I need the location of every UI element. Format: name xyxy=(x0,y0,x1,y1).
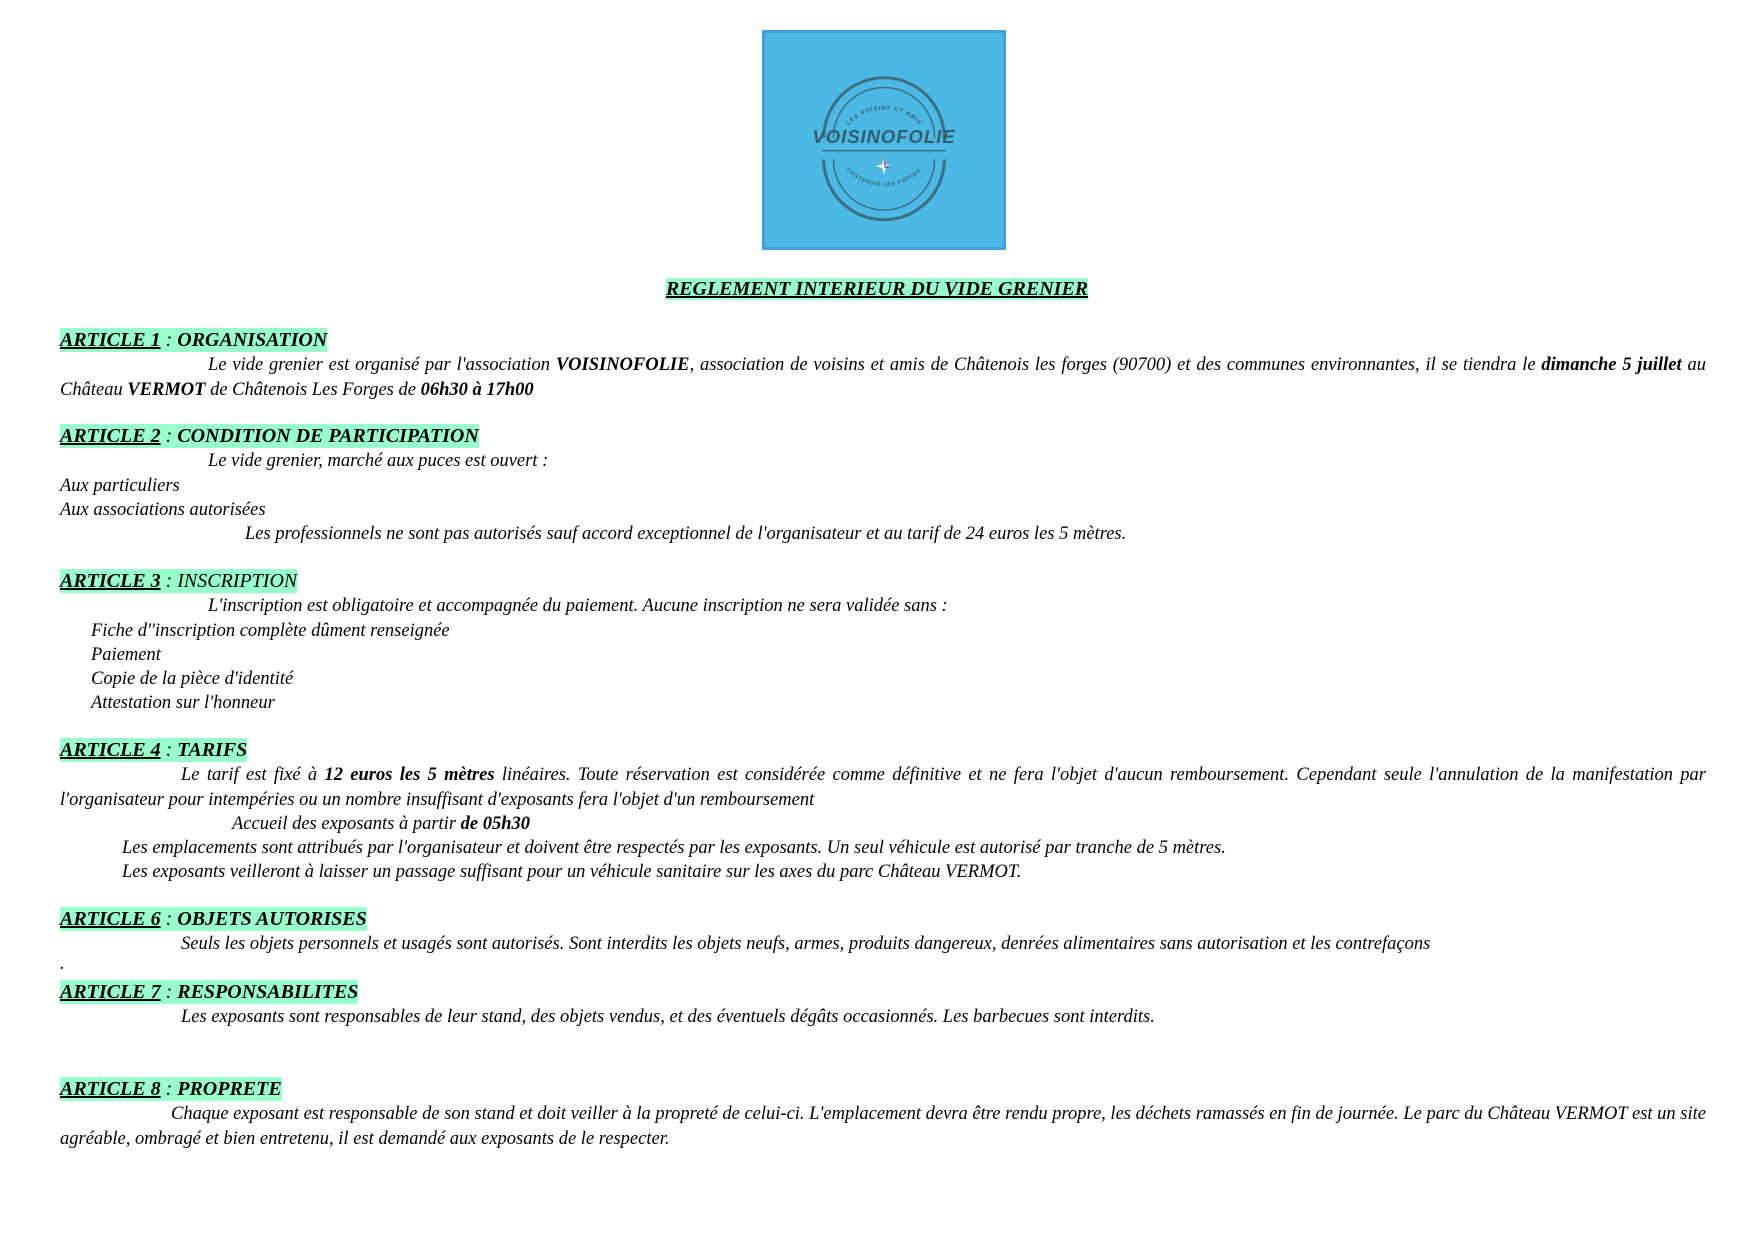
svg-text:LES VOISINS ET AMIS xyxy=(845,106,922,127)
tariff-text: linéaires. Toute réservation est considérée comme définitive et ne fera l'objet d'aucun remboursement. Cependant seule l'annulation de la manifestation par l'organisateur pour intempéries ou un nombre insuffisant d'exposants fera l'objet d'un remboursement xyxy=(60,765,1706,810)
article-2-heading xyxy=(60,424,479,448)
article-7-name: RESPONSABILITES xyxy=(177,981,359,1003)
article-6-number: ARTICLE 6 xyxy=(60,908,161,930)
tariff-price: 12 euros les 5 mètres xyxy=(324,765,495,786)
voisinofolie-logo xyxy=(762,30,1006,250)
article-3-name: INSCRIPTION xyxy=(177,570,298,592)
cleanliness-text: Chaque exposant est responsable de son stand et doit veiller à la propreté de celui-ci. L'emplacement devra être rendu propre, les déchets ramassés en fin de journée. Le parc du Château VERMOT est un site agréable, ombragé et bien entretenu, il est demandé aux exposants de le respecter. xyxy=(60,1104,1706,1149)
article-8-number: ARTICLE 8 xyxy=(60,1078,161,1100)
article-1 xyxy=(60,328,1706,402)
required-item: Fiche d''inscription complète dûment renseignée xyxy=(91,620,450,641)
article-6-heading xyxy=(60,907,367,931)
article-8-name: PROPRETE xyxy=(177,1078,282,1100)
article-3-intro: L'inscription est obligatoire et accompagnée du paiement. Aucune inscription ne sera validée sans : xyxy=(208,596,948,617)
article-1-text: au Château xyxy=(60,355,1707,400)
article-1-heading xyxy=(60,328,327,352)
allowed-objects-text: Seuls les objets personnels et usagés sont autorisés. Sont interdits les objets neufs, armes, produits dangereux, denrées alimentaires sans autorisation et les contrefaçons xyxy=(181,934,1431,955)
article-6-name: OBJETS AUTORISES xyxy=(177,908,367,930)
article-2-intro: Le vide grenier, marché aux puces est ouvert : xyxy=(208,451,549,472)
article-2-name: CONDITION DE PARTICIPATION xyxy=(177,425,479,447)
event-date: dimanche 5 juillet xyxy=(1541,355,1682,376)
article-3-number: ARTICLE 3 xyxy=(60,570,161,592)
article-2 xyxy=(60,424,1706,546)
article-6 xyxy=(60,907,1706,974)
required-item: Copie de la pièce d'identité xyxy=(91,669,294,690)
article-1-text: , association de voisins et amis de Châtenois les forges (90700) et des communes environnantes, il se tiendra le xyxy=(689,355,1542,376)
stray-dot: . xyxy=(60,953,65,974)
article-1-paragraph xyxy=(60,353,1706,402)
responsibility-text: Les exposants sont responsables de leur stand, des objets vendus, et des éventuels dégâts occasionnés. Les barbecues sont interdits. xyxy=(181,1007,1155,1028)
professionals-note: Les professionnels ne sont pas autorisés sauf accord exceptionnel de l'organisateur et au tarif de 24 euros les 5 mètres. xyxy=(245,524,1127,545)
association-name: VOISINOFOLIE xyxy=(555,355,690,376)
placement-rule: Les emplacements sont attribués par l'organisateur et doivent être respectés par les exposants. Un seul véhicule est autorisé par tranche de 5 mètres. xyxy=(122,838,1226,859)
tariff-paragraph xyxy=(60,763,1706,812)
logo-emblem xyxy=(765,33,1003,247)
article-1-name: ORGANISATION xyxy=(177,329,328,351)
participant-item: Aux particuliers xyxy=(60,475,180,496)
article-4-name: TARIFS xyxy=(177,739,248,761)
article-3-heading xyxy=(60,569,297,593)
article-1-separator: : xyxy=(160,329,178,351)
required-item: Attestation sur l'honneur xyxy=(91,693,275,714)
arrival-time: de 05h30 xyxy=(460,813,531,834)
article-8 xyxy=(60,1077,1706,1151)
participant-item: Aux associations autorisées xyxy=(60,499,266,520)
event-hours: 06h30 à 17h00 xyxy=(420,379,534,400)
article-7-heading xyxy=(60,980,358,1004)
exhibitor-arrival xyxy=(60,812,1706,836)
arrival-text: Accueil des exposants à partir xyxy=(232,813,461,834)
document-title xyxy=(0,278,1754,301)
article-2-number: ARTICLE 2 xyxy=(60,425,161,447)
article-4 xyxy=(60,738,1706,885)
article-2-separator: : xyxy=(160,425,178,447)
logo-bottom-text: CHÂTENOIS LES FORGES xyxy=(845,167,923,189)
article-3 xyxy=(60,569,1706,716)
article-8-separator: : xyxy=(160,1078,178,1100)
required-item: Paiement xyxy=(91,644,161,665)
article-7-number: ARTICLE 7 xyxy=(60,981,161,1003)
star-icon xyxy=(875,158,893,176)
article-4-separator: : xyxy=(160,739,178,761)
article-6-separator: : xyxy=(160,908,178,930)
passage-rule: Les exposants veilleront à laisser un passage suffisant pour un véhicule sanitaire sur les axes du parc Château VERMOT. xyxy=(122,862,1022,883)
tariff-text: Le tarif est fixé à xyxy=(181,765,325,786)
article-1-number: ARTICLE 1 xyxy=(60,329,161,351)
chateau-name: VERMOT xyxy=(127,379,206,400)
article-4-number: ARTICLE 4 xyxy=(60,739,161,761)
article-1-text: de Châtenois Les Forges de xyxy=(205,379,421,400)
logo-name: VOISINOFOLIE xyxy=(812,125,956,147)
article-3-separator: : xyxy=(160,570,178,592)
article-1-text: Le vide grenier est organisé par l'association xyxy=(208,355,556,376)
article-7 xyxy=(60,980,1706,1030)
document-title-text: REGLEMENT INTERIEUR DU VIDE GRENIER xyxy=(665,278,1089,300)
logo-tagline: LES VOISINS ET AMIS xyxy=(845,105,923,127)
article-8-heading xyxy=(60,1077,282,1101)
article-4-heading xyxy=(60,738,247,762)
article-7-separator: : xyxy=(160,981,178,1003)
